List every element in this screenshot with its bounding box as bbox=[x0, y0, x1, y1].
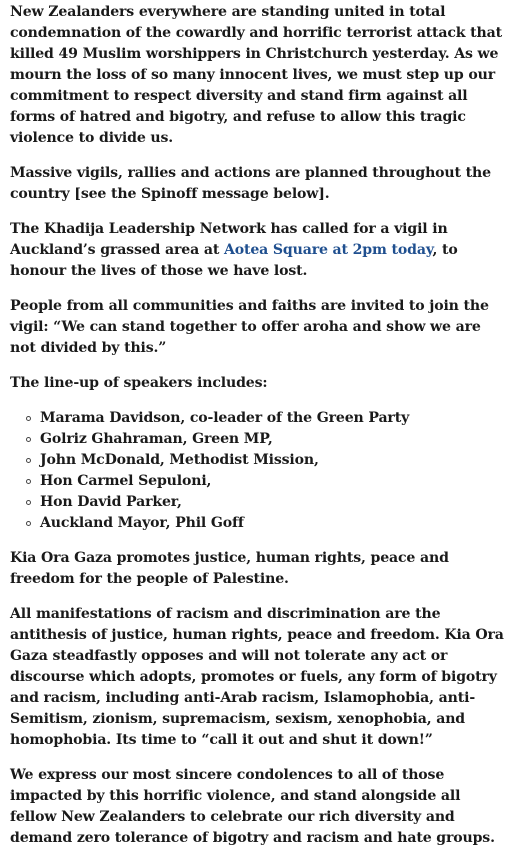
paragraph-vigils: Massive vigils, rallies and actions are planned throughout the country [see the Spinoff message below]. bbox=[10, 165, 491, 202]
paragraph-invitation: People from all communities and faiths are invited to join the vigil: “We can stand together to offer aroha and show we are not divided by this.” bbox=[10, 298, 489, 356]
paragraph-speakers-intro: The line-up of speakers includes: bbox=[10, 375, 268, 391]
paragraph-statement: New Zealanders everywhere are standing united in total condemnation of the cowardly and horrific terrorist attack that killed 49 Muslim worshippers in Christchurch yesterday. As we mourn the loss of so many innocent lives, we must step up our commitment to respect diversity and stand firm against all forms of hatred and bigotry, and refuse to allow this tragic violence to divide us. bbox=[10, 4, 502, 146]
list-item: John McDonald, Methodist Mission, bbox=[26, 450, 510, 471]
paragraph-mission: Kia Ora Gaza promotes justice, human rights, peace and freedom for the people of Palestine. bbox=[10, 550, 449, 587]
list-item: Golriz Ghahraman, Green MP, bbox=[26, 429, 510, 450]
vigil-details-text-start: The Khadija Leadership Network has called for a vigil in Auckland’s grassed area at bbox=[10, 221, 448, 258]
list-item: Hon David Parker, bbox=[26, 492, 510, 513]
vigil-details-text-end: , to honour the lives of those we have lost. bbox=[10, 242, 458, 279]
paragraph-vigil-details bbox=[10, 219, 510, 282]
list-item: Auckland Mayor, Phil Goff bbox=[26, 513, 510, 534]
paragraph-condolences: We express our most sincere condolences to all of those impacted by this horrific violence, and stand alongside all fellow New Zealanders to celebrate our rich diversity and demand zero tolerance of bigotry and racism and hate groups. bbox=[10, 767, 495, 846]
list-item: Hon Carmel Sepuloni, bbox=[26, 471, 510, 492]
list-item: Marama Davidson, co-leader of the Green Party bbox=[26, 408, 510, 429]
article-body bbox=[10, 2, 510, 863]
speakers-list bbox=[10, 408, 510, 534]
aotea-square-link[interactable]: Aotea Square at 2pm today bbox=[223, 242, 433, 258]
paragraph-racism-statement: All manifestations of racism and discrimination are the antithesis of justice, human rights, peace and freedom. Kia Ora Gaza steadfastly opposes and will not tolerate any act or discourse which adopts, promotes or fuels, any form of bigotry and racism, including anti-Arab racism, Islamophobia, anti-Semitism, zionism, supremacism, sexism, xenophobia, and homophobia. Its time to “call it out and shut it down!” bbox=[10, 606, 504, 748]
